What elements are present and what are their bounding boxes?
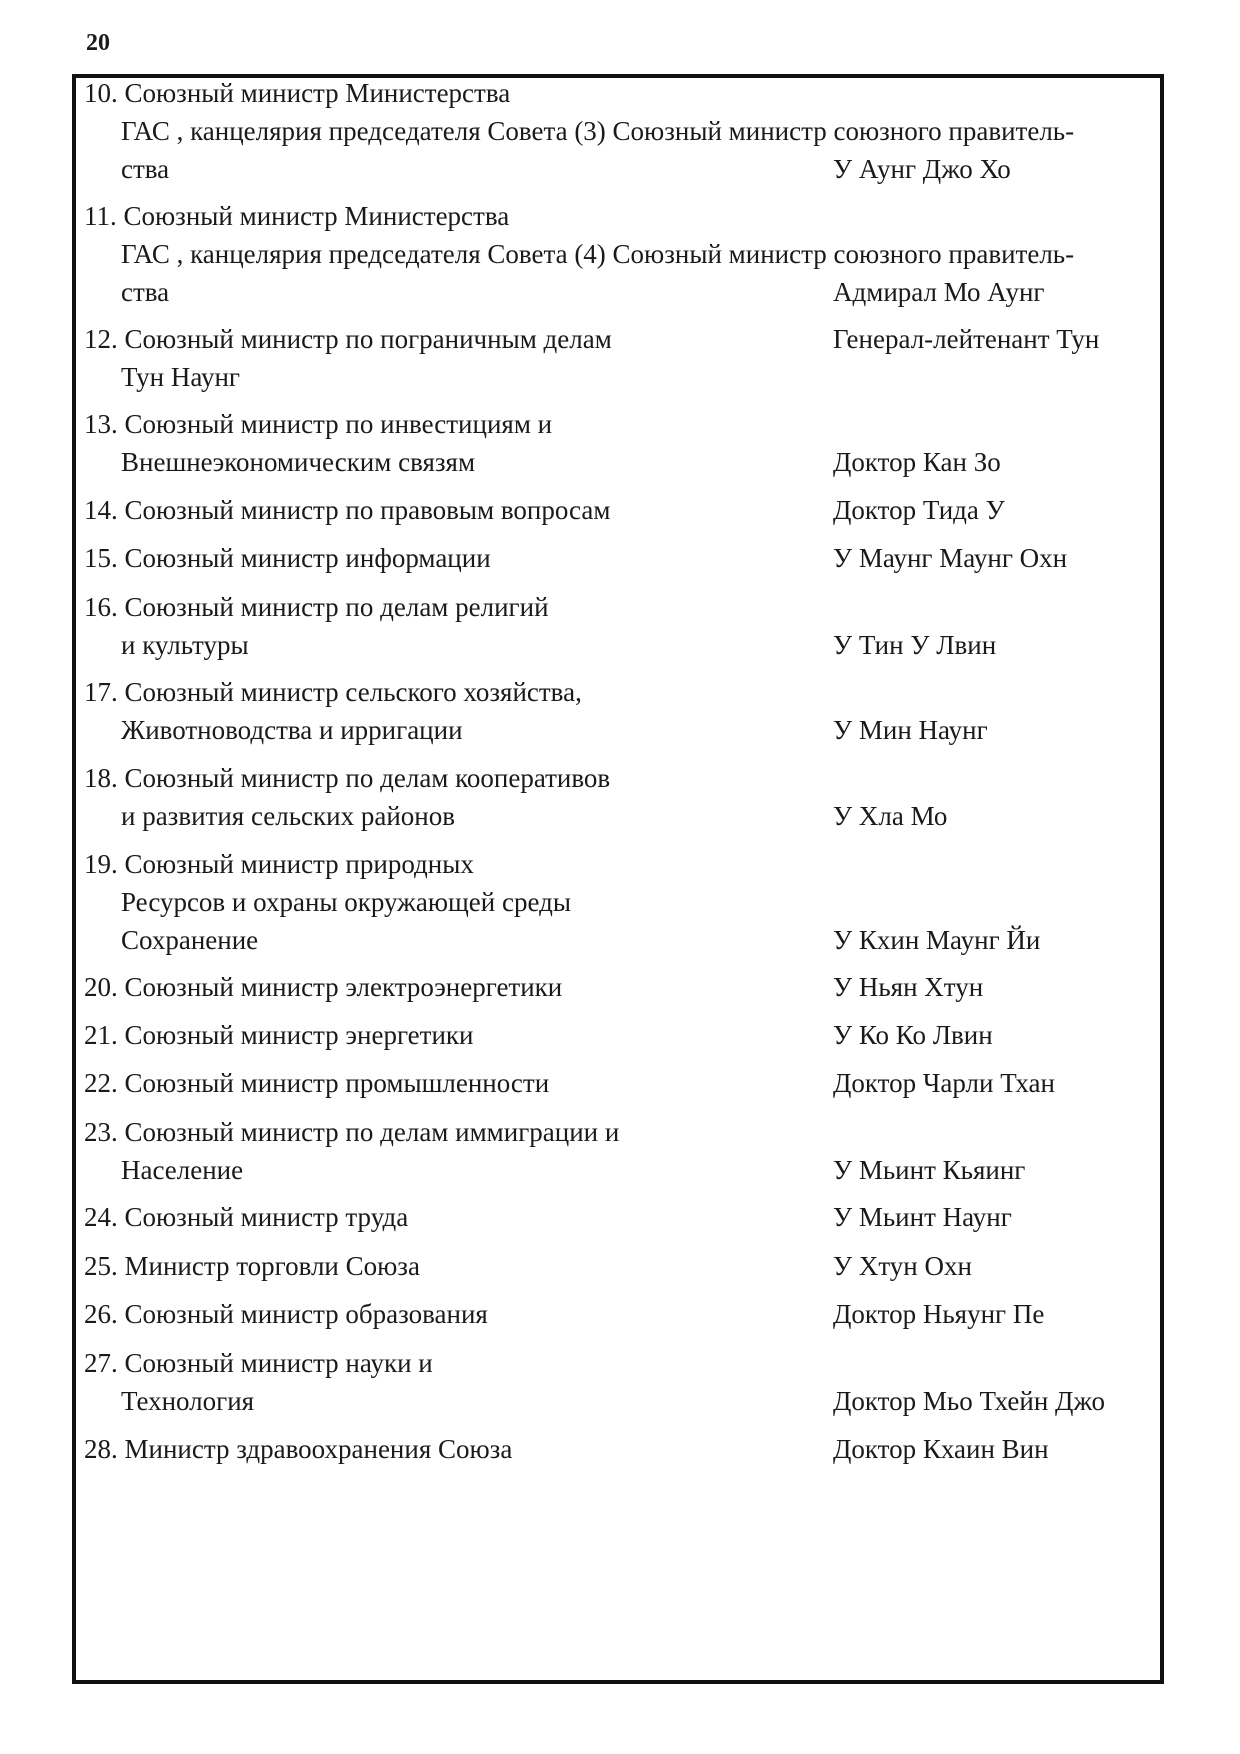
page-number: 20	[86, 30, 110, 56]
ministry-title: 25. Министр торговли Союза	[84, 1251, 420, 1281]
ministry-title-continuation: Тун Наунг	[121, 362, 240, 392]
ministry-title: 26. Союзный министр образования	[84, 1299, 488, 1329]
minister-name: Доктор Кан Зо	[833, 447, 1001, 477]
ministry-title: 24. Союзный министр труда	[84, 1202, 409, 1232]
minister-name: Доктор Чарли Тхан	[833, 1068, 1055, 1098]
ministry-title: 17. Союзный министр сельского хозяйства,	[84, 677, 582, 707]
ministry-title: 23. Союзный министр по делам иммиграции и	[84, 1117, 620, 1147]
ministry-title-continuation: Сохранение	[121, 925, 259, 955]
ministry-title: 16. Союзный министр по делам религий	[84, 592, 549, 622]
document-frame	[72, 74, 1164, 1684]
ministry-title: 12. Союзный министр по пограничным делам	[84, 324, 612, 354]
ministry-title-continuation: ства	[121, 154, 170, 184]
minister-name: У Ньян Хтун	[833, 972, 984, 1002]
minister-name: Адмирал Мо Аунг	[833, 277, 1045, 307]
minister-name: У Тин У Лвин	[833, 630, 997, 660]
ministry-title: 18. Союзный министр по делам кооперативов	[84, 763, 611, 793]
minister-name: У Хтун Охн	[833, 1251, 972, 1281]
minister-name: У Мьинт Кьяинг	[833, 1155, 1026, 1185]
ministry-title: 22. Союзный министр промышленности	[84, 1068, 550, 1098]
ministry-title: 10. Союзный министр Министерства	[84, 78, 511, 108]
minister-name: У Маунг Маунг Охн	[833, 543, 1068, 573]
ministry-title-continuation: Ресурсов и охраны окружающей среды	[121, 887, 571, 917]
ministry-title: 13. Союзный министр по инвестициям и	[84, 409, 553, 439]
minister-name: У Хла Мо	[833, 801, 948, 831]
ministry-title-continuation: Внешнеэкономическим связям	[121, 447, 476, 477]
minister-name: У Мьинт Наунг	[833, 1202, 1012, 1232]
ministry-title-continuation: и культуры	[121, 630, 249, 660]
ministry-title: 14. Союзный министр по правовым вопросам	[84, 495, 611, 525]
ministry-title: 15. Союзный министр информации	[84, 543, 491, 573]
ministry-title: 27. Союзный министр науки и	[84, 1348, 433, 1378]
ministry-title: 11. Союзный министр Министерства	[84, 201, 510, 231]
ministry-title-continuation: Население	[121, 1155, 244, 1185]
ministry-title: 28. Министр здравоохранения Союза	[84, 1434, 513, 1464]
minister-name: Доктор Ньяунг Пе	[833, 1299, 1045, 1329]
ministry-title-continuation: ГАС , канцелярия председателя Совета (3) Союзный министр союзного правитель-	[121, 116, 1075, 146]
ministry-title: 20. Союзный министр электроэнергетики	[84, 972, 563, 1002]
minister-name: Доктор Кхаин Вин	[833, 1434, 1049, 1464]
ministry-title-continuation: Животноводства и ирригации	[121, 715, 463, 745]
minister-name: У Аунг Джо Хо	[833, 154, 1011, 184]
ministry-title-continuation: Технология	[121, 1386, 255, 1416]
ministry-title-continuation: ГАС , канцелярия председателя Совета (4) Союзный министр союзного правитель-	[121, 239, 1075, 269]
ministry-title-continuation: ства	[121, 277, 170, 307]
minister-name: У Ко Ко Лвин	[833, 1020, 993, 1050]
minister-name: Доктор Тида У	[833, 495, 1005, 525]
minister-name: У Мин Наунг	[833, 715, 988, 745]
minister-name: Генерал-лейтенант Тун	[833, 324, 1100, 354]
minister-name: У Кхин Маунг Йи	[833, 925, 1041, 955]
ministry-title-continuation: и развития сельских районов	[121, 801, 455, 831]
ministry-title: 21. Союзный министр энергетики	[84, 1020, 474, 1050]
minister-name: Доктор Мьо Тхейн Джо	[833, 1386, 1105, 1416]
ministry-title: 19. Союзный министр природных	[84, 849, 474, 879]
